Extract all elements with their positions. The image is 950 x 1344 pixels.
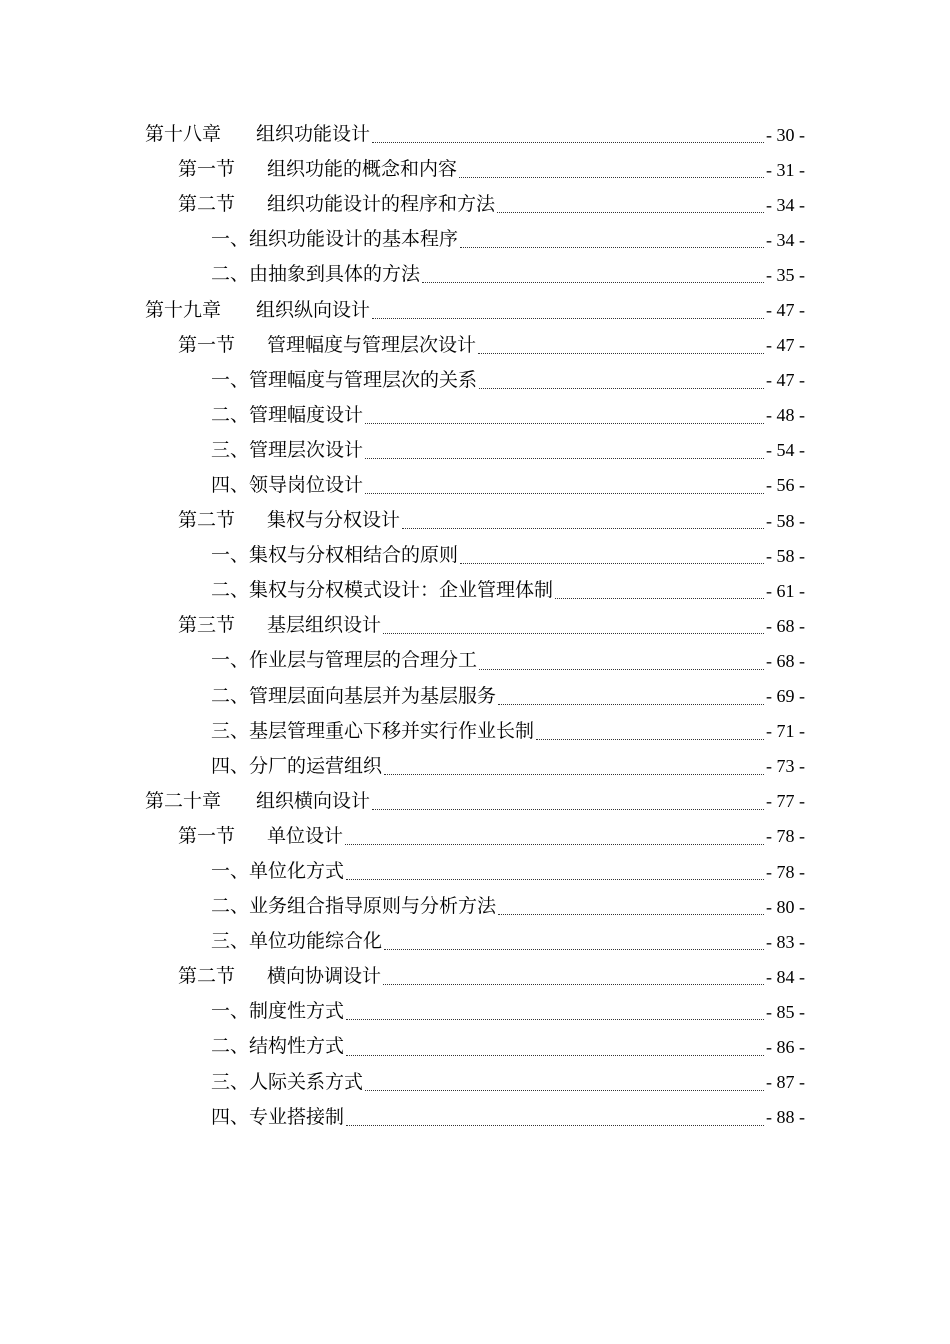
toc-entry-subsection[interactable] xyxy=(0,679,950,714)
toc-entry-number: 四、 xyxy=(211,1105,250,1128)
toc-entry-number: 二、 xyxy=(211,403,250,426)
toc-entry-title: 由抽象到具体的方法 xyxy=(249,263,421,286)
toc-entry-page-number: - 68 - xyxy=(766,615,805,636)
toc-entry-number: 一、 xyxy=(211,649,250,672)
toc-entry-chapter[interactable] xyxy=(0,117,950,152)
toc-entry-number: 一、 xyxy=(211,860,250,883)
toc-entry-number: 二、 xyxy=(211,579,250,602)
toc-entry-title: 管理幅度与管理层次的关系 xyxy=(249,368,478,391)
toc-dot-leader xyxy=(345,844,764,845)
toc-entry-number: 第二十章 xyxy=(145,789,222,812)
toc-entry-number: 第一节 xyxy=(178,824,236,847)
toc-entry-subsection[interactable] xyxy=(0,398,950,433)
toc-entry-subsection[interactable] xyxy=(0,749,950,784)
toc-dot-leader xyxy=(555,598,764,599)
toc-entry-page-number: - 56 - xyxy=(766,475,805,496)
toc-dot-leader xyxy=(372,809,764,810)
toc-entry-subsection[interactable] xyxy=(0,714,950,749)
toc-entry-title: 组织功能设计 xyxy=(256,123,371,146)
toc-entry-title: 专业搭接制 xyxy=(249,1105,345,1128)
toc-dot-leader xyxy=(365,423,764,424)
toc-entry-title: 集权与分权模式设计：企业管理体制 xyxy=(249,579,554,602)
toc-entry-number: 二、 xyxy=(211,895,250,918)
toc-entry-subsection[interactable] xyxy=(0,363,950,398)
toc-entry-page-number: - 69 - xyxy=(766,686,805,707)
toc-entry-title: 集权与分权相结合的原则 xyxy=(249,544,459,567)
toc-entry-chapter[interactable] xyxy=(0,784,950,819)
toc-dot-leader xyxy=(459,177,764,178)
toc-entry-subsection[interactable] xyxy=(0,643,950,678)
toc-entry-section[interactable] xyxy=(0,152,950,187)
toc-entry-title: 横向协调设计 xyxy=(267,965,382,988)
toc-entry-title: 集权与分权设计 xyxy=(267,509,401,532)
toc-entry-section[interactable] xyxy=(0,959,950,994)
toc-entry-title: 单位功能综合化 xyxy=(249,930,383,953)
toc-entry-page-number: - 80 - xyxy=(766,896,805,917)
toc-entry-subsection[interactable] xyxy=(0,994,950,1029)
toc-dot-leader xyxy=(383,984,764,985)
toc-dot-leader xyxy=(498,914,764,915)
toc-entry-subsection[interactable] xyxy=(0,889,950,924)
toc-entry-page-number: - 31 - xyxy=(766,159,805,180)
toc-entry-subsection[interactable] xyxy=(0,468,950,503)
toc-entry-title: 基层管理重心下移并实行作业长制 xyxy=(249,719,535,742)
toc-dot-leader xyxy=(402,528,764,529)
toc-entry-page-number: - 85 - xyxy=(766,1001,805,1022)
toc-entry-title: 管理幅度设计 xyxy=(249,403,364,426)
toc-entry-number: 三、 xyxy=(211,438,250,461)
toc-entry-section[interactable] xyxy=(0,187,950,222)
toc-dot-leader xyxy=(365,1090,764,1091)
toc-dot-leader xyxy=(365,458,764,459)
toc-entry-title: 单位化方式 xyxy=(249,860,345,883)
toc-entry-page-number: - 47 - xyxy=(766,300,805,321)
toc-entry-page-number: - 58 - xyxy=(766,510,805,531)
toc-entry-number: 一、 xyxy=(211,1000,250,1023)
toc-entry-number: 第二节 xyxy=(178,509,236,532)
toc-dot-leader xyxy=(460,247,764,248)
toc-entry-page-number: - 83 - xyxy=(766,931,805,952)
toc-entry-number: 一、 xyxy=(211,228,250,251)
toc-entry-subsection[interactable] xyxy=(0,1100,950,1135)
toc-entry-subsection[interactable] xyxy=(0,924,950,959)
toc-dot-leader xyxy=(346,1019,764,1020)
toc-entry-title: 制度性方式 xyxy=(249,1000,345,1023)
toc-entry-number: 第二节 xyxy=(178,193,236,216)
toc-entry-page-number: - 54 - xyxy=(766,440,805,461)
toc-entry-title: 组织功能设计的程序和方法 xyxy=(267,193,496,216)
toc-dot-leader xyxy=(498,704,764,705)
toc-entry-number: 一、 xyxy=(211,544,250,567)
toc-entry-page-number: - 77 - xyxy=(766,791,805,812)
toc-entry-number: 二、 xyxy=(211,263,250,286)
toc-entry-title: 组织功能的概念和内容 xyxy=(267,158,458,181)
toc-entry-title: 分厂的运营组织 xyxy=(249,754,383,777)
toc-entry-page-number: - 58 - xyxy=(766,545,805,566)
table-of-contents xyxy=(0,117,950,1135)
toc-entry-number: 第三节 xyxy=(178,614,236,637)
toc-dot-leader xyxy=(479,669,764,670)
toc-dot-leader xyxy=(422,282,764,283)
toc-entry-number: 第十九章 xyxy=(145,298,222,321)
toc-entry-number: 三、 xyxy=(211,930,250,953)
toc-entry-title: 人际关系方式 xyxy=(249,1070,364,1093)
toc-entry-title: 领导岗位设计 xyxy=(249,473,364,496)
toc-dot-leader xyxy=(372,318,764,319)
toc-entry-subsection[interactable] xyxy=(0,222,950,257)
toc-entry-number: 二、 xyxy=(211,1035,250,1058)
toc-entry-section[interactable] xyxy=(0,819,950,854)
toc-entry-number: 四、 xyxy=(211,473,250,496)
toc-entry-title: 管理幅度与管理层次设计 xyxy=(267,333,477,356)
toc-entry-subsection[interactable] xyxy=(0,1029,950,1064)
toc-entry-title: 组织功能设计的基本程序 xyxy=(249,228,459,251)
toc-entry-page-number: - 71 - xyxy=(766,721,805,742)
toc-entry-page-number: - 47 - xyxy=(766,370,805,391)
toc-entry-page-number: - 34 - xyxy=(766,229,805,250)
toc-entry-number: 第二节 xyxy=(178,965,236,988)
toc-entry-subsection[interactable] xyxy=(0,573,950,608)
toc-entry-title: 组织横向设计 xyxy=(256,789,371,812)
toc-entry-chapter[interactable] xyxy=(0,292,950,327)
toc-entry-number: 四、 xyxy=(211,754,250,777)
toc-dot-leader xyxy=(365,493,764,494)
toc-entry-title: 结构性方式 xyxy=(249,1035,345,1058)
toc-entry-section[interactable] xyxy=(0,608,950,643)
toc-entry-page-number: - 47 - xyxy=(766,335,805,356)
toc-entry-title: 管理层次设计 xyxy=(249,438,364,461)
toc-entry-subsection[interactable] xyxy=(0,538,950,573)
toc-entry-page-number: - 78 - xyxy=(766,861,805,882)
toc-dot-leader xyxy=(536,739,764,740)
toc-dot-leader xyxy=(384,774,764,775)
toc-dot-leader xyxy=(384,949,764,950)
toc-entry-section[interactable] xyxy=(0,503,950,538)
toc-entry-title: 管理层面向基层并为基层服务 xyxy=(249,684,497,707)
toc-entry-page-number: - 35 - xyxy=(766,264,805,285)
toc-entry-title: 组织纵向设计 xyxy=(256,298,371,321)
toc-entry-title: 业务组合指导原则与分析方法 xyxy=(249,895,497,918)
toc-entry-title: 作业层与管理层的合理分工 xyxy=(249,649,478,672)
toc-entry-page-number: - 86 - xyxy=(766,1036,805,1057)
toc-entry-page-number: - 78 - xyxy=(766,826,805,847)
toc-entry-page-number: - 68 - xyxy=(766,650,805,671)
toc-entry-subsection[interactable] xyxy=(0,1065,950,1100)
toc-entry-page-number: - 87 - xyxy=(766,1072,805,1093)
toc-dot-leader xyxy=(372,142,764,143)
toc-entry-number: 三、 xyxy=(211,719,250,742)
toc-entry-page-number: - 88 - xyxy=(766,1107,805,1128)
toc-dot-leader xyxy=(460,563,764,564)
toc-entry-title: 基层组织设计 xyxy=(267,614,382,637)
toc-dot-leader xyxy=(478,353,764,354)
toc-entry-page-number: - 73 - xyxy=(766,756,805,777)
toc-dot-leader xyxy=(497,212,764,213)
toc-dot-leader xyxy=(383,633,764,634)
toc-entry-subsection[interactable] xyxy=(0,854,950,889)
toc-entry-number: 一、 xyxy=(211,368,250,391)
toc-entry-page-number: - 30 - xyxy=(766,124,805,145)
toc-entry-page-number: - 84 - xyxy=(766,966,805,987)
toc-entry-number: 二、 xyxy=(211,684,250,707)
toc-dot-leader xyxy=(479,388,764,389)
toc-entry-title: 单位设计 xyxy=(267,824,344,847)
toc-entry-subsection[interactable] xyxy=(0,433,950,468)
toc-entry-number: 第十八章 xyxy=(145,123,222,146)
toc-entry-number: 三、 xyxy=(211,1070,250,1093)
toc-entry-page-number: - 61 - xyxy=(766,580,805,601)
toc-entry-page-number: - 48 - xyxy=(766,405,805,426)
toc-entry-number: 第一节 xyxy=(178,333,236,356)
toc-entry-page-number: - 34 - xyxy=(766,194,805,215)
toc-entry-number: 第一节 xyxy=(178,158,236,181)
toc-dot-leader xyxy=(346,879,764,880)
toc-dot-leader xyxy=(346,1055,764,1056)
toc-entry-section[interactable] xyxy=(0,328,950,363)
toc-entry-subsection[interactable] xyxy=(0,257,950,292)
toc-dot-leader xyxy=(346,1125,764,1126)
